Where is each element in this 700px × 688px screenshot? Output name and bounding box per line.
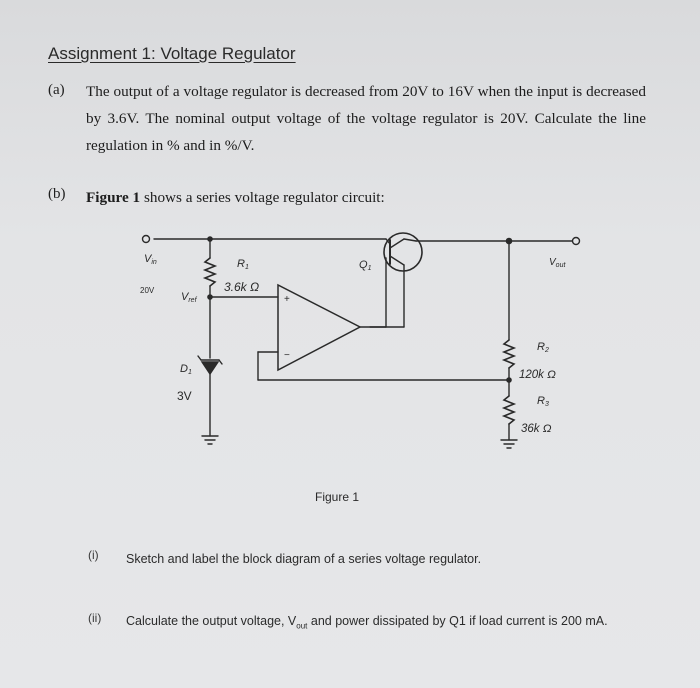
part-b-label: (b) [48, 186, 66, 202]
op-amp [278, 285, 360, 370]
part-a-text: The output of a voltage regulator is decreased from 20V to 16V when the input is decreased by 3.6V. The nominal output voltage of the voltage regulator is 20V. Calculate the line regulation in % and in %/V. [86, 83, 646, 154]
op-amp-plus: + [284, 294, 290, 305]
vin-value: 20V [140, 286, 155, 295]
subquestion-ii-text: Calculate the output voltage, $V_{out}$ and power dissipated by Q1 if load current is 200 mA. [126, 614, 608, 631]
r1-resistor [205, 258, 215, 286]
part-b-description: shows a series voltage regulator circuit: [140, 189, 385, 206]
vref-label: Vref [181, 291, 197, 304]
r2-resistor [504, 340, 514, 368]
r3-label: R3 [537, 395, 549, 408]
d1-value: 3V [177, 389, 192, 403]
zener-d1 [202, 362, 218, 374]
vin-terminal [143, 236, 150, 243]
r1-label: R1 [237, 258, 249, 271]
vout-terminal [573, 238, 580, 245]
figure-reference: Figure 1 [86, 189, 141, 206]
subquestion-i-text: Sketch and label the block diagram of a series voltage regulator. [126, 552, 482, 566]
subquestion-ii-label: (ii) [88, 611, 102, 625]
r1-value: 3.6k Ω [224, 280, 260, 294]
assignment-title: Assignment 1: Voltage Regulator [48, 44, 296, 63]
vin-label: Vin [144, 253, 157, 266]
r3-value: 36k Ω [521, 423, 552, 435]
r3-resistor [504, 396, 514, 424]
figure-caption: Figure 1 [315, 490, 360, 504]
q1-label: Q1 [359, 259, 372, 272]
d1-label: D1 [180, 363, 192, 376]
vout-label: $V_{out}$ [549, 257, 566, 269]
part-a-label: (a) [48, 82, 65, 98]
r2-value: 120k Ω [519, 369, 556, 381]
r2-label: R2 [537, 341, 549, 354]
op-amp-minus: − [284, 350, 290, 361]
subquestion-i-label: (i) [88, 548, 99, 562]
